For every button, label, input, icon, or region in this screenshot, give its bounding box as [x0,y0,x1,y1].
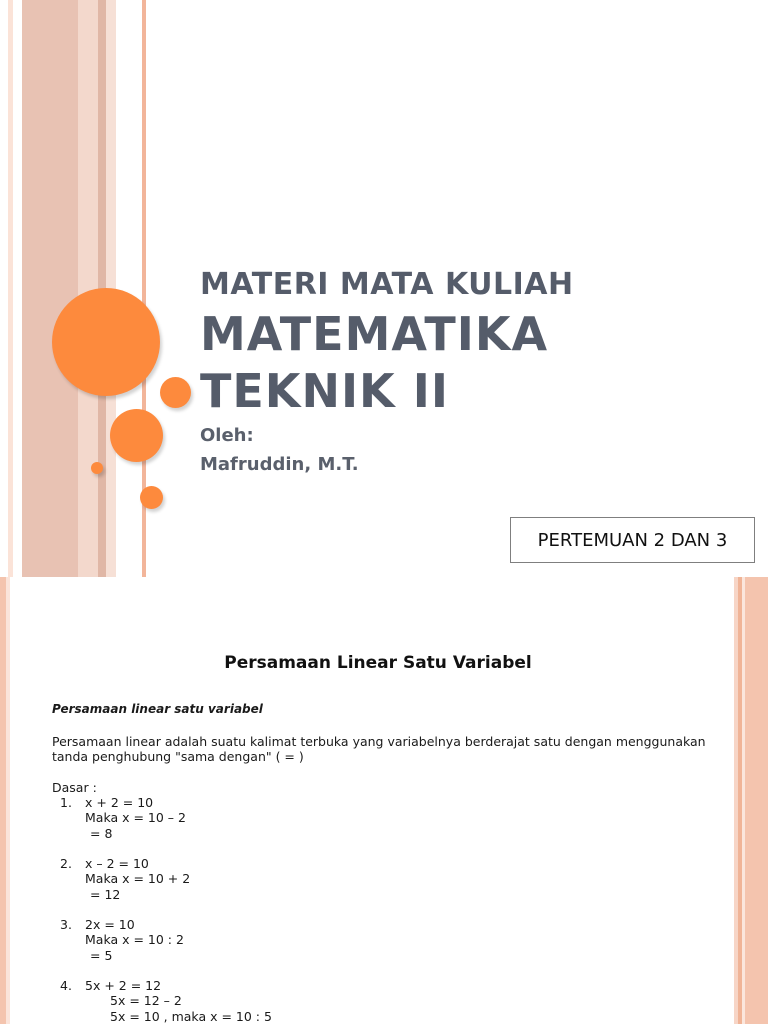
example-step: = 8 [90,826,113,841]
basis-label: Dasar : [52,780,97,795]
example-equation: x – 2 = 10 [85,856,149,871]
example-step: Maka x = 10 + 2 [85,871,191,886]
decor-stripe [8,0,13,577]
slide-supertitle: MATERI MATA KULIAH [200,267,574,302]
slide-heading: Persamaan Linear Satu Variabel [224,653,532,673]
definition-line: Persamaan linear adalah suatu kalimat terbuka yang variabelnya berderajat satu dengan menggunakan [52,734,706,749]
definition-line: tanda penghubung "sama dengan" ( = ) [52,749,304,764]
decor-circle [110,409,163,462]
example-equation: x + 2 = 10 [85,795,154,810]
example-step: 5x = 10 , maka x = 10 : 5 [110,1009,272,1024]
decor-stripe [745,577,768,1024]
author-name: Mafruddin, M.T. [200,454,359,475]
example-step: 5x = 12 – 2 [110,993,182,1008]
meeting-label-box [510,517,755,563]
example-step: Maka x = 10 – 2 [85,810,186,825]
decor-circle [52,288,160,396]
by-label: Oleh: [200,425,254,446]
example-number: 4. [60,978,72,993]
example-equation: 2x = 10 [85,917,135,932]
content-slide [0,577,768,1024]
decor-stripe [6,577,10,1024]
meeting-label: PERTEMUAN 2 DAN 3 [537,529,728,551]
example-number: 3. [60,917,72,932]
slide-title-line1: MATEMATIKA [200,307,549,361]
slide-title-line2: TEKNIK II [200,364,449,418]
example-step: Maka x = 10 : 2 [85,932,184,947]
example-equation: 5x + 2 = 12 [85,978,162,993]
example-number: 2. [60,856,72,871]
decor-circle [160,377,191,408]
example-step: = 5 [90,948,113,963]
decor-circle [140,486,163,509]
subheading: Persamaan linear satu variabel [52,702,263,716]
decor-circle [91,462,103,474]
example-step: = 12 [90,887,121,902]
decor-stripe [22,0,78,577]
example-number: 1. [60,795,72,810]
